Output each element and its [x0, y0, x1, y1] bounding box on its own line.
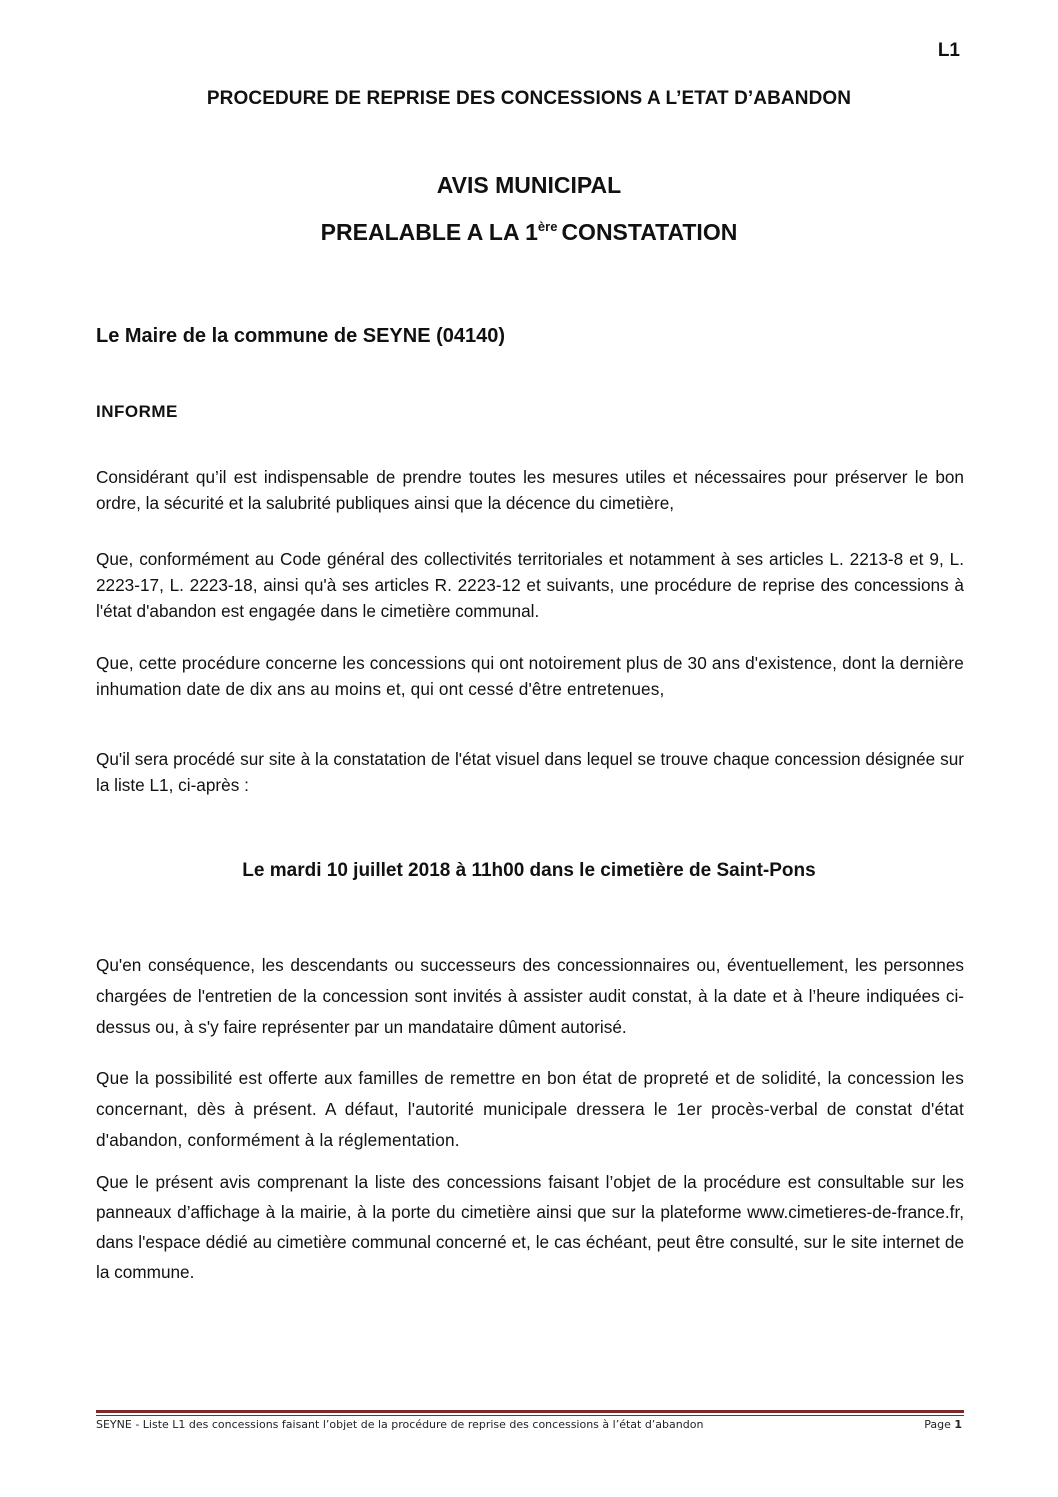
footer-page-number	[924, 1418, 962, 1431]
avis-subtitle-superscript: ère	[537, 219, 558, 234]
procedure-title: PROCEDURE DE REPRISE DES CONCESSIONS A L’ETAT D’ABANDON	[206, 88, 852, 109]
avis-title: AVIS MUNICIPAL	[436, 172, 622, 198]
avis-subtitle	[0, 219, 1058, 246]
paragraph-consequence: Qu'en conséquence, les descendants ou successeurs des concessionnaires ou, éventuellement, les personnes chargées de l'entretien de la concession sont invités à assister audit constat, à la date et à l’heure indiquées ci-dessus ou, à s'y faire représenter par un mandataire dûment autorisé.	[96, 955, 964, 1037]
list-code: L1	[937, 40, 960, 61]
maire-heading: Le Maire de la commune de SEYNE (04140)	[96, 325, 506, 347]
avis-subtitle-after: CONSTATATION	[561, 219, 738, 245]
footer-text: SEYNE - Liste L1 des concessions faisant l’objet de la procédure de reprise des concessions à l’état d’abandon	[96, 1418, 704, 1431]
footer-rule-thin	[96, 1415, 964, 1416]
footer-rule-thick	[96, 1410, 964, 1413]
informe-heading: INFORME	[96, 402, 178, 421]
paragraph-possibilite: Que la possibilité est offerte aux familles de remettre en bon état de propreté et de solidité, la concession les concernant, dès à présent. A défaut, l'autorité municipale dressera le 1er procès-verbal de constat d'état d'abandon, conformément à la réglementation.	[96, 1068, 964, 1150]
paragraph-considerant: Considérant qu’il est indispensable de prendre toutes les mesures utiles et nécessaires pour préserver le bon ordre, la sécurité et la salubrité publiques ainsi que la décence du cimetière,	[96, 467, 964, 513]
avis-subtitle-before: PREALABLE A LA 1	[320, 219, 538, 245]
paragraph-procedure-concerne: Que, cette procédure concerne les concessions qui ont notoirement plus de 30 ans d'existence, dont la dernière inhumation date de dix ans au moins et, qui ont cessé d'être entretenues,	[96, 653, 964, 699]
paragraph-code-general: Que, conformément au Code général des collectivités territoriales et notamment à ses articles L. 2213-8 et 9, L. 2223-17, L. 2223-18, ainsi qu'à ses articles R. 2223-12 et suivants, une procédure de reprise des concessions à l'état d'abandon est engagée dans le cimetière communal.	[96, 549, 964, 621]
footer-page-value: 1	[954, 1418, 962, 1431]
paragraph-constatation: Qu'il sera procédé sur site à la constatation de l'état visuel dans lequel se trouve chaque concession désignée sur la liste L1, ci-après :	[96, 749, 964, 795]
constat-date-line: Le mardi 10 juillet 2018 à 11h00 dans le cimetière de Saint-Pons	[242, 860, 816, 881]
footer-page-label: Page	[924, 1418, 951, 1431]
paragraph-present-avis: Que le présent avis comprenant la liste des concessions faisant l’objet de la procédure est consultable sur les panneaux d’affichage à la mairie, à la porte du cimetière ainsi que sur la plateforme www.cimetieres-de-france.fr, dans l'espace dédié au cimetière communal concerné et, le cas échéant, peut être consulté, sur le site internet de la commune.	[96, 1172, 964, 1282]
